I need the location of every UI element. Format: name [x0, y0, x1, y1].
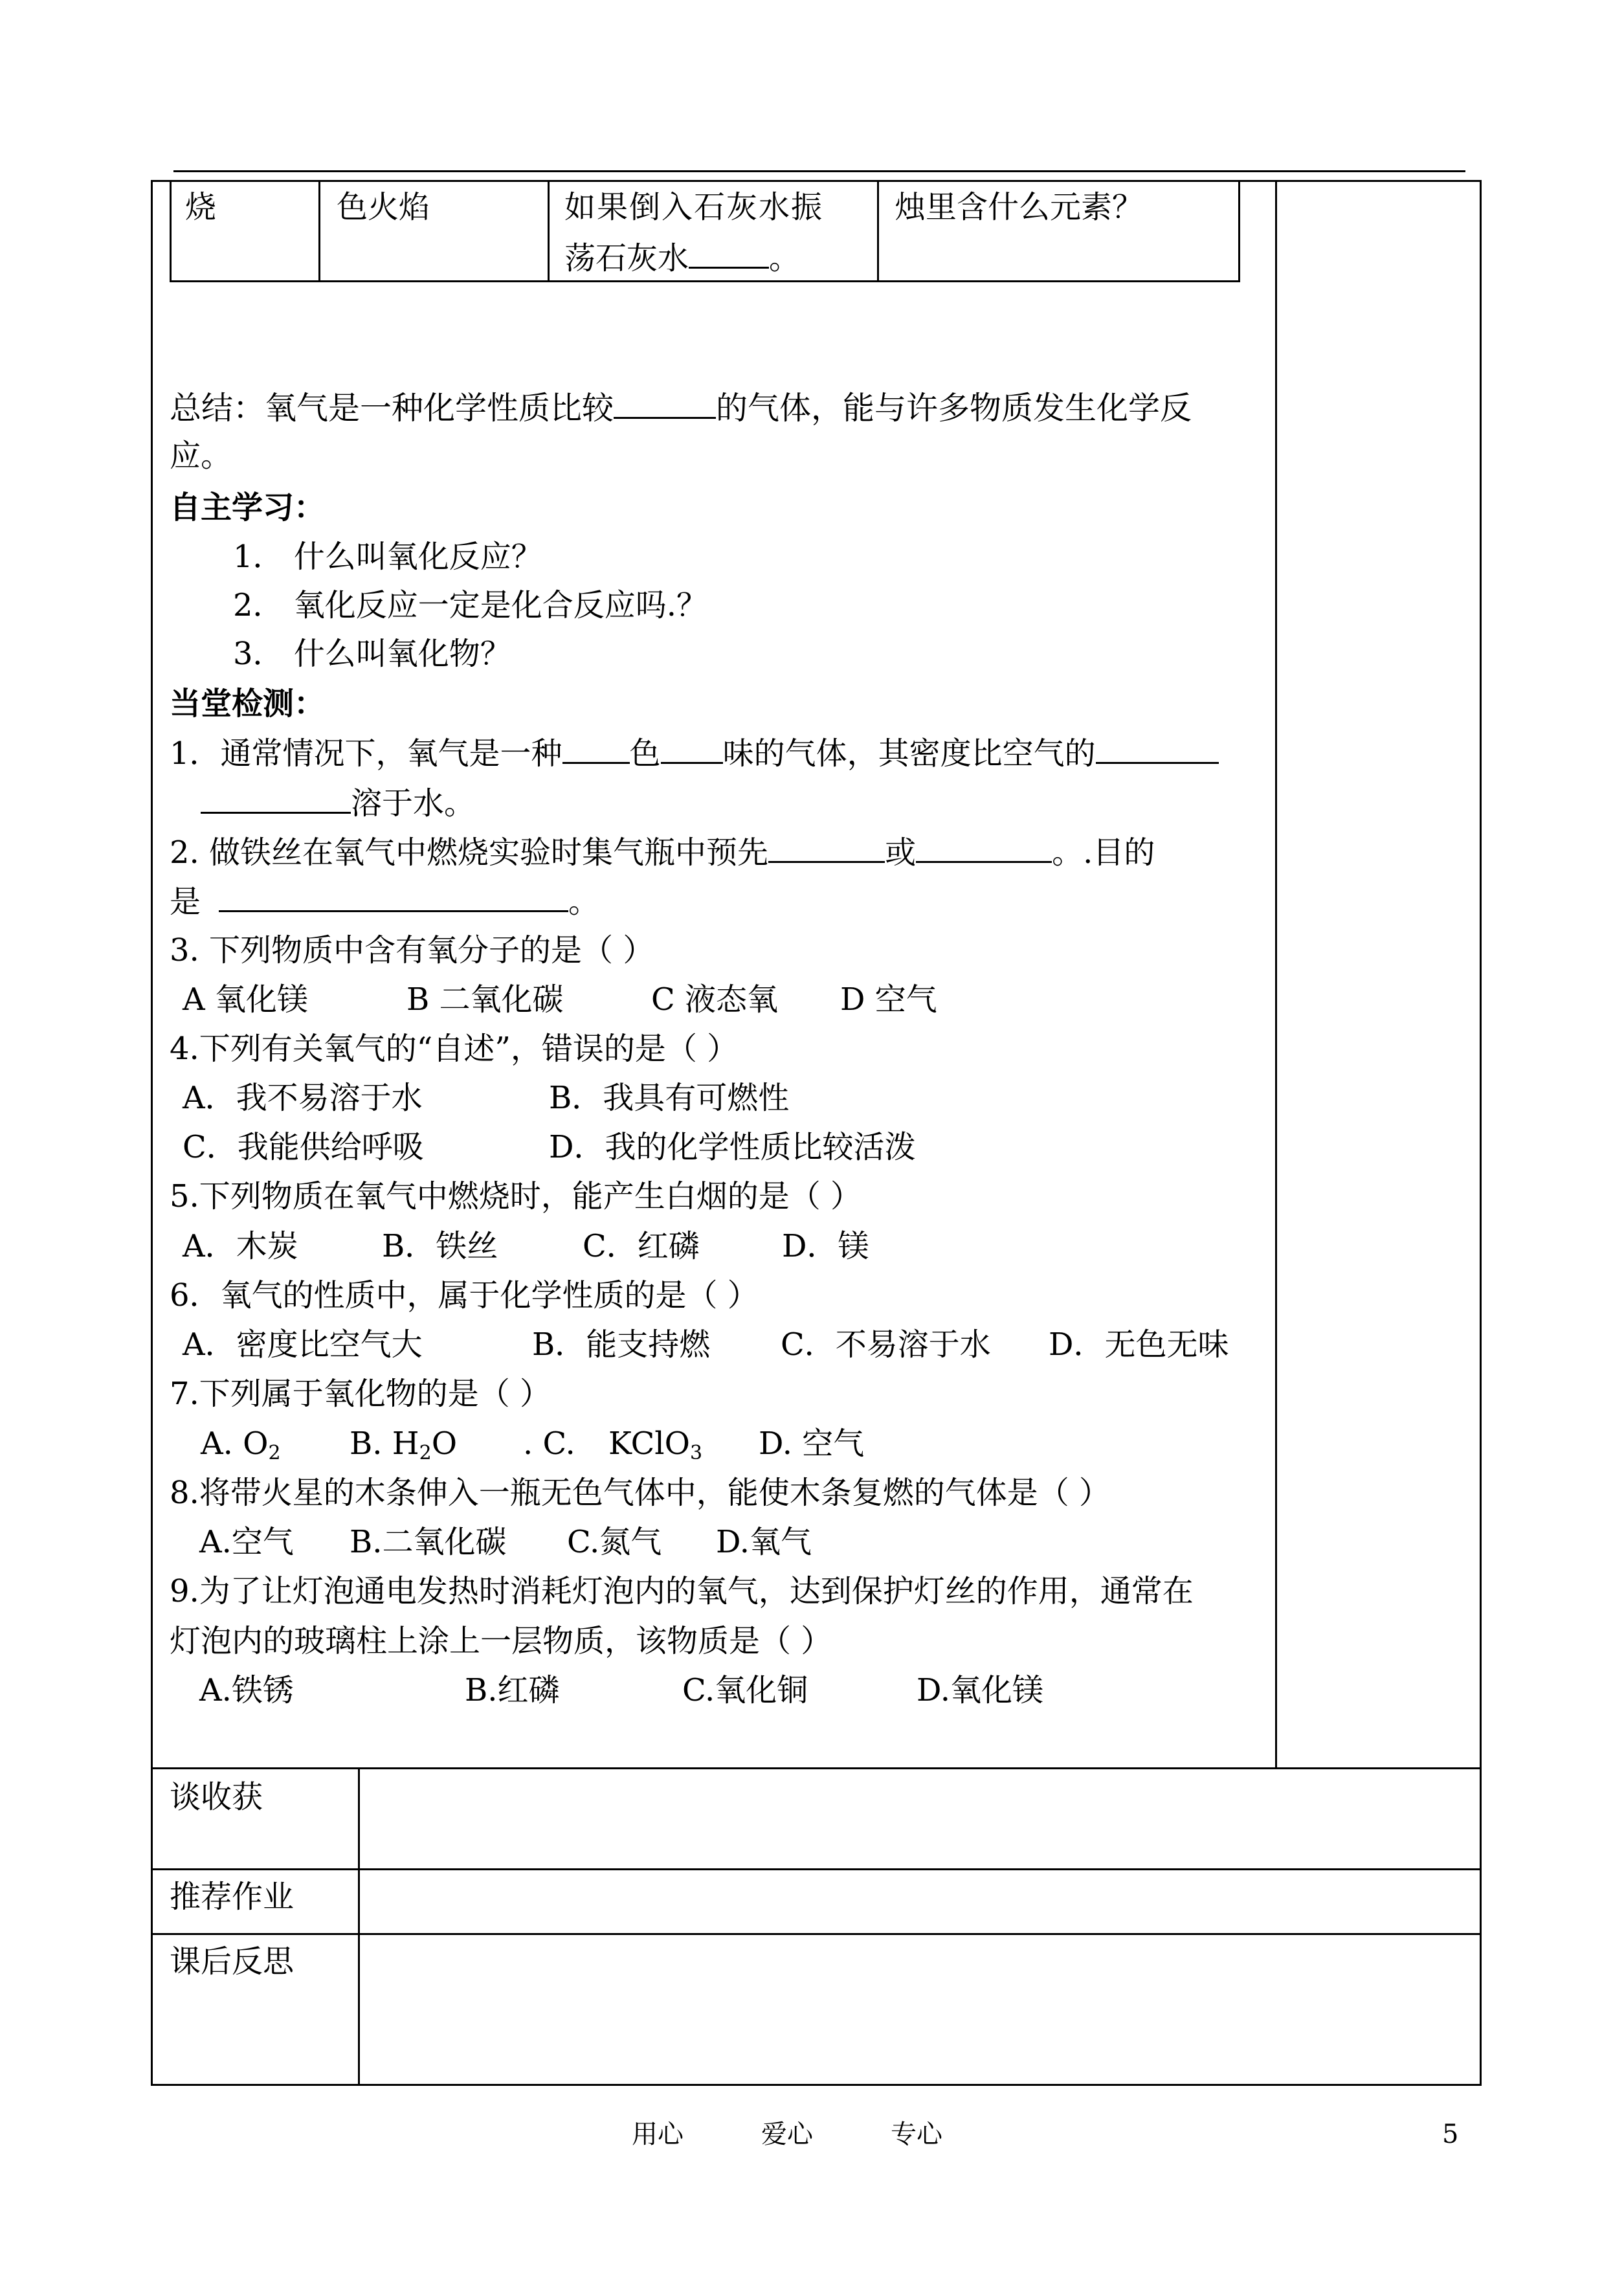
row-divider-3 [151, 1933, 1482, 1935]
self-study-heading: 自主学习： [170, 489, 326, 526]
frame-bottom [151, 2084, 1482, 2086]
q8-option[interactable]: C.氮气 [567, 1524, 662, 1560]
q5-option[interactable]: D．镁 [782, 1228, 869, 1264]
self-study-item: 3． 什么叫氧化物？ [233, 636, 511, 672]
page-number: 5 [1442, 2120, 1459, 2149]
summary-line2: 应。 [170, 438, 232, 474]
inner-table-right [1238, 180, 1240, 282]
row-label-homework: 推荐作业 [170, 1879, 295, 1915]
q6-stem: 6．氧气的性质中，属于化学性质的是（ ） [170, 1277, 759, 1314]
blank[interactable] [1096, 733, 1219, 764]
row-label-reflection: 课后反思 [170, 1943, 295, 1980]
blank[interactable] [916, 833, 1052, 863]
footer-motto-item: 专心 [891, 2120, 942, 2149]
q7-option-d[interactable]: D. 空气 [759, 1426, 865, 1462]
q4-option[interactable]: A．我不易溶于水 [183, 1080, 423, 1116]
quiz-heading: 当堂检测： [170, 686, 326, 722]
q3-option[interactable]: B 二氧化碳 [406, 981, 564, 1018]
frame-right [1480, 180, 1482, 2086]
q2-line1: 2. 做铁丝在氧气中燃烧实验时集气瓶中预先 或 。.目的 [170, 833, 1155, 872]
frame-top [151, 180, 1482, 182]
q8-option[interactable]: D.氧气 [716, 1524, 812, 1560]
frame-left [151, 180, 153, 2086]
q9-stem-line2: 灯泡内的玻璃柱上涂上一层物质，该物质是（ ） [170, 1623, 832, 1659]
q7-option-c[interactable]: KClO$_3$ [608, 1426, 703, 1464]
cell-burn: 烧 [185, 189, 217, 225]
q7-option-c-label[interactable]: . C. [523, 1426, 575, 1462]
q6-option[interactable]: D．无色无味 [1049, 1326, 1229, 1363]
q3-option[interactable]: A 氧化镁 [183, 981, 308, 1018]
blank[interactable] [614, 388, 716, 419]
bottom-label-divider [358, 1767, 360, 2085]
row-label-harvest: 谈收获 [170, 1779, 263, 1815]
q3-option[interactable]: C 液态氧 [651, 981, 778, 1018]
row-divider-2 [151, 1868, 1482, 1870]
frame-inner-divider [1275, 180, 1277, 1768]
blank[interactable] [562, 733, 630, 764]
q7-option-b[interactable]: B. $H_2O$ [350, 1426, 458, 1464]
blank[interactable] [661, 733, 723, 764]
q9-option[interactable]: A.铁锈 [199, 1672, 294, 1708]
q7-stem: 7.下列属于氧化物的是（ ） [170, 1376, 551, 1412]
summary-line1: 总结：氧气是一种化学性质比较 的气体，能与许多物质发生化学反 [170, 390, 1192, 427]
q9-option[interactable]: B.红磷 [465, 1672, 560, 1708]
header-rule [173, 170, 1465, 172]
q4-option[interactable]: C．我能供给呼吸 [183, 1129, 424, 1165]
q9-stem-line1: 9.为了让灯泡通电发热时消耗灯泡内的氧气，达到保护灯丝的作用，通常在 [170, 1573, 1194, 1609]
cell-flame-color: 色火焰 [337, 189, 430, 225]
inner-table-col3 [548, 180, 550, 282]
q5-option[interactable]: C．红磷 [583, 1228, 700, 1264]
inner-table-col4 [877, 180, 879, 282]
footer-motto-item: 用心 [632, 2120, 684, 2149]
q3-option[interactable]: D 空气 [840, 981, 937, 1018]
footer-motto-item: 爱心 [761, 2120, 813, 2149]
blank[interactable] [689, 238, 769, 269]
self-study-item: 2． 氧化反应一定是化合反应吗.？ [233, 587, 708, 623]
q8-stem: 8.将带火星的木条伸入一瓶无色气体中，能使木条复燃的气体是（ ） [170, 1475, 1111, 1511]
q2-line2: 是 。 [170, 882, 599, 921]
q8-option[interactable]: A.空气 [199, 1524, 294, 1560]
q9-option[interactable]: C.氧化铜 [682, 1672, 808, 1708]
cell-elements-question: 烛里含什么元素？ [895, 189, 1144, 225]
blank[interactable] [219, 882, 568, 912]
q6-option[interactable]: C．不易溶于水 [781, 1326, 991, 1363]
q5-option[interactable]: B．铁丝 [382, 1228, 498, 1264]
inner-table-bottom [170, 280, 1240, 282]
self-study-item: 1． 什么叫氧化反应？ [233, 539, 542, 575]
q7-option-a[interactable]: A. $O_2$ [201, 1426, 281, 1464]
blank[interactable] [768, 833, 885, 863]
q4-option[interactable]: D．我的化学性质比较活泼 [549, 1129, 916, 1165]
q9-option[interactable]: D.氧化镁 [917, 1672, 1044, 1708]
row-divider-1 [151, 1767, 1482, 1769]
q1-line2: 溶于水。 [201, 783, 475, 823]
inner-table-left [170, 180, 172, 282]
cell-limewater-line2: 荡石灰水 。 [564, 238, 800, 278]
inner-table-col2 [318, 180, 320, 282]
q4-option[interactable]: B．我具有可燃性 [549, 1080, 790, 1116]
blank[interactable] [201, 783, 351, 814]
cell-limewater-line1: 如果倒入石灰水振 [564, 189, 824, 225]
q1-line1: 1．通常情况下，氧气是一种 色 味的气体，其密度比空气的 [170, 733, 1219, 773]
q5-stem: 5.下列物质在氧气中燃烧时，能产生白烟的是（ ） [170, 1178, 862, 1214]
q6-option[interactable]: B．能支持燃 [532, 1326, 711, 1363]
q8-option[interactable]: B.二氧化碳 [350, 1524, 507, 1560]
q4-stem: 4.下列有关氧气的“自述”，错误的是（ ） [170, 1031, 739, 1067]
q3-stem: 3. 下列物质中含有氧分子的是（ ） [170, 932, 654, 968]
q6-option[interactable]: A．密度比空气大 [183, 1326, 423, 1363]
q5-option[interactable]: A．木炭 [183, 1228, 298, 1264]
